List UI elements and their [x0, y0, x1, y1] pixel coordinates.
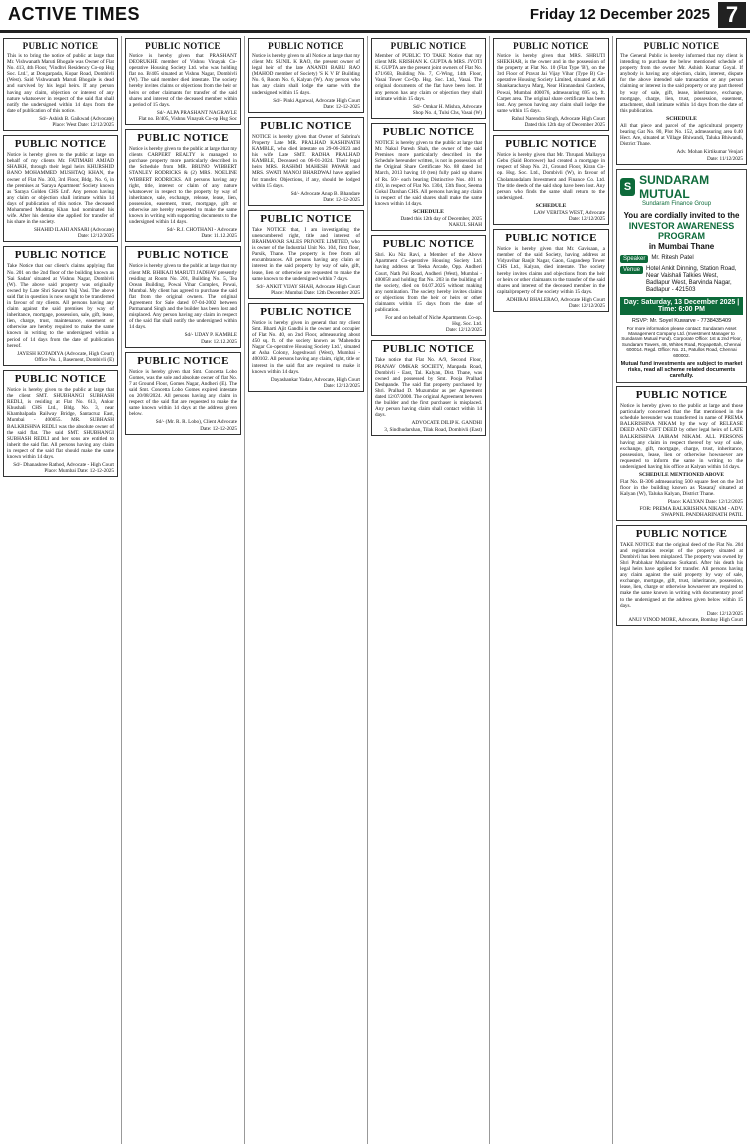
- notice-title: PUBLIC NOTICE: [145, 41, 221, 51]
- notice-signature: Sd/- UDAY P. KAMBLE: [184, 332, 237, 339]
- notice-title: PUBLIC NOTICE: [260, 212, 352, 225]
- notice-signature: FOR: PREMA BALKRISHNA NIKAM - ADV. SWAPNIL PANDHARINATH PATIL: [639, 505, 743, 518]
- ad-contact-fineprint: For more information please contact: Sundaram Asset Management Company Ltd. (Investment Manager to Sundaram Mutual Fund). Corporate Office: 1st & 2nd Floor, Sundaram Towers, 46, Whites Road, Royapettah, Chennai 600014. Regd. Office: No. 21, Patullos Road, Chennai 600002.: [621, 325, 742, 358]
- notice-place: Shop No. 4, Tulsi Chs, Vasai (W): [412, 109, 482, 116]
- speaker-name: Mr. Ritesh Patel: [651, 254, 694, 261]
- venue-tag: Venue: [620, 266, 643, 274]
- ad-subbrand: Sundaram Finance Group: [642, 200, 712, 207]
- notice-place: Place: West Date: 12/12/2025: [52, 122, 114, 129]
- notice-15: [371, 235, 486, 336]
- notice-6: [125, 129, 241, 242]
- notice-body: Notice is hereby given that MRS. SHRUTI SHEKHAR, is the owner and in the possession of the property at Flat No. 10 (Flat Type 'B'), on the 3rd Floor of Pravat Jai Vijay Vihar (Type B) Co-operative Housing Society Limited, situated at Adi Shankaracharya Marg, Near Hiranandani Gardens, Powai, Mumbai 400076, admeasuring 695 sq. ft. Carpet area. The original share certificate has been lost. Any person having any claim shall lodge the same within 15 days.: [497, 53, 605, 114]
- speaker-tag: Speaker: [620, 255, 648, 263]
- sundaram-advertisement: [616, 169, 747, 383]
- notice-body: Shri. Ku Niz Ravi, a Member of the Above Apartment Co-operative Housing Society Ltd. having address at Teeka Arcade, Opp. Andheri Court, Nath Pai Road, Andheri (West), Mumbai - 400058 and holding flat No. 203 in the building of the society, died on 04.07.2025 without making any nomination. The society hereby invites claims or objections from the heir or heirs or other claimants within 15 days from the date of publication.: [375, 252, 482, 314]
- notice-body: Notice is hereby given that Mr. Gavisaan, a member of the said Society, having address at Vidyavihar Ranjit Nagar, Gaon, Gagandeep Tower CHS Ltd., Kalyan, died intestate. The society hereby invites claims and objections from the heir or heirs or other claimants to the transfer of the said shares and interest of the deceased member in the capital/property of the society within 15 days.: [497, 246, 605, 295]
- notice-title: PUBLIC NOTICE: [14, 372, 107, 385]
- notice-signature: Dayashankar Yadav, Advocate, High Court: [270, 376, 360, 383]
- notice-place: Dated this 12th day of December 2025: [524, 122, 605, 129]
- notice-1: [3, 38, 118, 131]
- notice-signature: Sd/- ALPA PRASHANT NAGRAVLE: [156, 109, 237, 116]
- notice-schedule-heading: SCHEDULE MENTIONED ABOVE: [638, 472, 725, 479]
- notice-body: Notice is hereby given that Mr. Thrupati Mallayya Gebu (Said Borrower) had created a mortgage in respect of Shop No. 21, Ground Floor, Kiran Co-op. Hsg. Soc. Ltd., Dombivli (W), in favour of Cholamandalam Investment and Finance Co. Ltd. The title deeds of the said shop have been lost. Any person who finds the same shall return to the undersigned.: [497, 152, 605, 201]
- notice-body: Notice is hereby given to the public at large and those particularly concerned that the flat mentioned in the schedule hereunder was transferred in name of PREMA BALKRISHNA NIKAM by the way of RELEASE DEED AND GIFT DEED by other legal heirs of LATE BALKRISHNA JAIRAM NIKAM. ALL PERSONS having any claim in respect thereof by way of sale, exchange, gift, mortgage, charge, trust, inheritance, possession, lease, lien or otherwise howsoever are requested to inform the same in writing to the undersigned having his office at Kalyan within 14 days.: [620, 403, 743, 470]
- notice-11: [248, 210, 364, 299]
- masthead-rule: [0, 30, 750, 33]
- ad-rsvp: RSVP: Mr. Soyel Kuwarve - 7738435409: [631, 317, 732, 324]
- notice-12: [248, 303, 364, 392]
- notice-place: Date: 12-12-2025: [200, 425, 237, 432]
- notice-title: PUBLIC NOTICE: [382, 125, 475, 138]
- ad-logo: [620, 173, 743, 201]
- notice-signature: Sd/- (Mr. R. R. Lobo), Client Advocate: [155, 419, 237, 426]
- notice-title: PUBLIC NOTICE: [382, 238, 475, 251]
- notice-signature: NAKUL SHAH: [448, 222, 482, 229]
- notice-title: PUBLIC NOTICE: [14, 138, 107, 151]
- notice-body: Notice is hereby given that Smt. Concetta Lobo Gomes, was the sole and absolute owner of flat No. 7 at Ground Floor, Gomes Nagar, Andheri (E). The said Smt. Concetta Lobo Gomes expired intestate on 20/08/2024. All persons having any claim in respect of the said flat are requested to make the same known within 14 days at the address given below.: [129, 368, 237, 418]
- notice-place: Date: 12.12.2025: [201, 338, 237, 345]
- notice-title: PUBLIC NOTICE: [137, 249, 229, 262]
- notice-place: Place: Mumbai Date: 12th December 2025: [271, 289, 360, 296]
- notice-place: Date: 12-12-2025: [323, 103, 360, 110]
- column-2: [122, 36, 245, 1144]
- notice-body: TAKE NOTICE that the original deed of the Flat No. 204 and registration receipt of the property situated at Dombivli has been misplaced. The property was owned by Shri Prabhakar Mohanrao Surkanti. After his death his legal heirs have applied for transfer. All persons having any claim against the said property by way of sale, exchange, mortgage, gift, trust, inheritance, possession, lease, lien, charge or otherwise howsoever are required to make the same known in writing with documentary proof to the undersigned at the address given below within 15 days.: [620, 541, 743, 609]
- notice-7: [125, 246, 241, 347]
- notice-10: [248, 117, 364, 206]
- notice-signature: Sd/- Advocate Anup B. Bhandare: [290, 190, 360, 197]
- notice-place: Date: 12/12/2025: [568, 216, 605, 223]
- notice-signature: LAW VERITAS WEST, Advocate: [533, 209, 605, 216]
- notice-place: 3, Sindhudarshan, Tilak Road, Dombivli (East): [384, 426, 482, 433]
- notice-body: Take notice that Flat No. A/9, Second Floor, PRANAV OMKAR SOCIETY, Manpada Road, Dombivli - East, Tal. Kalyan, Dist. Thane, was owned and possessed by Smt. Pooja Pralhad Deshpande. The said flat property purchased by Shri. Pralhad D. Muzumdar as per Agreement dated 12/07/2000. The original Agreement between the builder and the first purchaser is misplaced. Any person having claim shall contact within 14 days.: [375, 357, 482, 419]
- notice-16: [371, 340, 486, 435]
- notice-title: PUBLIC NOTICE: [513, 41, 589, 51]
- notice-body: This is to bring the notice of public at large that Mr. Vishwanath Maruti Bhogale was Owner of Flat No. 413, 4th Floor, 'Vindhvi Residency Co-op Hsg Soc. Ltd.', at Dongarpada, Kopar Road, Dombivli (West). Said Vishwanath Maruti Bhogale is dead and survived by his legal heirs. If any person having any claim, objection or interest of any nature whatsoever in respect of the said flat shall notify the undersigned within 14 days from the date of publication of this notice.: [7, 53, 114, 114]
- notice-body: Notice is hereby given to all Notice at large that my client Mr. SUNIL K RAO, the present owner of legal heir of the late ANANDI BABU RAO (MAHOD member of Society) 'S K V B' Building No. 6, Room No. 6, Kalyan (W). Any person who has any claim shall lodge the same with the undersigned within 15 days.: [252, 53, 360, 96]
- notice-place: Office No. 1, Basement, Dombivli (E): [34, 356, 114, 363]
- notice-place: Dated this 12th day of December, 2025: [400, 216, 482, 223]
- notice-place: Date: 12/12/2025: [706, 610, 743, 617]
- notice-signature: ANUJ VINOD MORE, Advocate, Bombay High Court: [628, 616, 743, 623]
- notice-signature: Sd/- ANKIT VIJAY SHAH, Advocate High Court: [256, 283, 360, 290]
- notice-body: Notice is hereby given in general that my client Smt. Bharti Ajit Gandhi is the owner and occupier of Flat No. 40, on 2nd Floor, admeasuring about 450 sq. ft. of the society known as 'Mahendra Nagar Co-operative Housing Society Ltd.', situated at Asha Colony, Jogeshwari (West), Mumbai - 400102. All persons having any claim, right, title or interest in the said flat are required to make it known within 14 days.: [252, 319, 360, 375]
- newspaper-name: ACTIVE TIMES: [8, 4, 141, 24]
- notice-signature: Rahul Narendra Singh, Advocate High Court: [511, 115, 605, 122]
- column-5: [490, 36, 613, 1144]
- notice-schedule-body: Flat No. B-306 admeasuring 500 square feet on the 3rd floor in the building known as 'Rasaraj' situated at Kalyan (W), Taluka Kalyan, District Thane.: [620, 479, 743, 498]
- notice-21: [616, 386, 747, 521]
- notice-schedule-heading: SCHEDULE: [413, 208, 444, 215]
- notice-signature: Sd/- Omkar H. Mishra, Advocate: [413, 103, 482, 110]
- notice-signature: Adv. Mohan Kirtikumar Venjari: [676, 149, 743, 156]
- column-4: [368, 36, 490, 1144]
- notice-place: Date: 11/12/2025: [707, 155, 743, 162]
- notice-17: [493, 38, 609, 131]
- notice-place: Date: 12/12/2025: [323, 382, 360, 389]
- notice-body: Notice is hereby given to the public at large that my clients CARPERT REALTY is managed to purchase property more particularly described in the Schedule from MR. BRUNO WIBBERT STANLEY RODRICKS & (2) MRS. NOELINE WIBBERT RODRICKS. All persons having any right, title, interest or claim of any nature whatsoever in respect to the property by way of inheritance, sale, exchange, release, lease, lien, possession, easement, trust, mortgage, gift or otherwise are hereby requested to make the same known in writing with supporting documents to the undersigned within 14 days.: [129, 146, 237, 226]
- notice-place: Date: 12/12/2025: [568, 303, 605, 309]
- notice-9: [248, 38, 364, 113]
- venue-address: Hotel Ankit Dinning, Station Road, Near Vaishali Talkies West, Badlapur West, Barvinda Nagar, Badlapur - 421503: [646, 265, 737, 293]
- page-number: 7: [718, 2, 746, 28]
- notice-signature: Sd/- Ashish B. Gaikwad (Advocate): [39, 115, 114, 122]
- notice-place: Date: 12-12-2025: [323, 196, 360, 203]
- notice-signature: Sd/- Dhanashree Rathod, Advocate - High Court: [13, 462, 114, 469]
- notice-place: Date: 12/12/2025: [77, 233, 114, 240]
- notice-place: Place: Mumbai Date: 12-12-2025: [44, 468, 114, 475]
- notice-title: PUBLIC NOTICE: [382, 343, 475, 356]
- notice-title: PUBLIC NOTICE: [268, 41, 344, 51]
- notice-4: [3, 370, 118, 477]
- notice-title: PUBLIC NOTICE: [260, 119, 352, 132]
- notice-signature: ADVOCATE DILIP K. GANDHI: [411, 420, 482, 427]
- notice-schedule-heading: SCHEDULE: [666, 115, 697, 122]
- column-1: [0, 36, 122, 1144]
- notice-14: [371, 123, 486, 231]
- notice-place: Date: 12/12/2025: [445, 327, 482, 334]
- notice-2: [3, 135, 118, 242]
- notice-signature: JAYESH KOTADIYA (Advocate, High Court): [17, 350, 114, 357]
- ad-program-name: INVESTOR AWARENESS PROGRAM: [628, 220, 735, 241]
- notice-schedule-heading: SCHEDULE: [535, 202, 567, 209]
- notice-body: Notice is hereby given to the public at large on behalf of my clients Mr. FATIMABI AMJAD SHAIKH, through their legal heirs KHURSHID BANO MOHAMMED MUSHTAQ KHAN, the owner of Flat No. 303, 3rd Floor, Bldg. No. 6, in the premises at 'Saraya Apartment' Society known as 'Saraya Golden CHS Ltd'. Any person having any claim or objection shall intimate within 14 days of publication of this notice. The deceased Mohammed Mushtaq Khan had nominated his wife. After his demise she applied for transfer of his share in the society.: [7, 152, 114, 226]
- notice-title: PUBLIC NOTICE: [137, 132, 229, 145]
- notice-title: PUBLIC NOTICE: [22, 41, 99, 51]
- notice-signature: SHAHID ILAHI ANSARI (Advocate): [34, 227, 114, 234]
- notice-13: [371, 38, 486, 119]
- notice-title: PUBLIC NOTICE: [14, 249, 107, 262]
- notice-body: Member of PUBLIC TO TAKE Notice that my client MR. KRISHAN K. GUPTA & MRS. JYOTI K. GUPTA are the present joint owners of Flat No. 471/603, Building No. 7, C-Wing, 14th Floor, Vasai Tower Co-Op. Hsg. Soc. Ltd., Vasai. The original documents of the flat have been lost. If any person has any claim or objection they shall intimate within 15 days.: [375, 53, 482, 102]
- notice-body: Notice is hereby given to the public at large that my client MR. BHIKAJI MARUTI JADHAV presently residing at Room No. 201, Building No. 5, Tea Ocean Building, Powai Vihar Complex, Powai, Mumbai. My client has agreed to purchase the said flat from the original owners. The original Agreement for Sale dated 07-04-2002 between Parmanand Singh and the builder has been lost and misplaced. Any person having any claim in respect of the said flat shall notify the undersigned within 14 days.: [129, 263, 237, 331]
- ad-venue-row: [620, 266, 743, 294]
- notice-title: PUBLIC NOTICE: [260, 305, 352, 318]
- ad-location: in Mumbai Thane: [648, 241, 715, 251]
- notice-19: [493, 229, 609, 312]
- notice-title: PUBLIC NOTICE: [643, 41, 720, 51]
- notice-title: PUBLIC NOTICE: [635, 389, 728, 402]
- notice-title: PUBLIC NOTICE: [635, 527, 728, 540]
- ad-disclaimer: Mutual fund investments are subject to market risks, read all scheme related documents carefully.: [620, 361, 743, 380]
- column-3: [245, 36, 368, 1144]
- notice-schedule-body: All that piece and parcel of the agricultural property bearing Gat No. 80, Plot No. 152, admeasuring area 0.40 Hect. Are, situated at Village Bhiwandi, Taluka Bhiwandi, District Thane.: [620, 123, 743, 148]
- sundaram-logo-icon: S: [620, 178, 635, 196]
- notice-place: Place: KALYAN Date: 12/12/2025: [667, 499, 743, 506]
- notice-signature: Sd/- Pinki Agarwal, Advocate High Court: [273, 97, 360, 104]
- notice-body: NOTICE is hereby given to the public at large that Mr. Nakul Paresh Shah, the owner of the said Premises more particularly described in the Schedule hereunder written, is not in possession of the Original Share Certificate No. 88 dated 1st March, 2013 having 10 (ten) fully paid up shares of Rs. 50/- each bearing Distinctive Nos. 401 to 410, in respect of Flat No. 1304, 13th floor, Seema Gokul Darshan CHS. All persons having any claim in respect of the said shares shall make the same known within 14 days.: [375, 139, 482, 207]
- notice-signature: ADHIRAJ BHALERAO, Advocate High Court: [506, 296, 605, 303]
- notice-signature: For and on behalf of Niche Apartments Co-op. Hsg. Soc. Ltd.: [385, 315, 482, 328]
- notice-20: [616, 38, 747, 165]
- notice-place: Date: 11.12.2025: [201, 233, 237, 240]
- notice-signature: Sd/- R.J. CHOTHANI - Advocate: [166, 227, 237, 234]
- notice-body: NOTICE is hereby given that Owner of Sabrina's Property Late MR. PRALHAD KASHINATH KAMBLE, who died intestate on 29-06-2023 and his wife Late SMT. RADHA PRALHAD KAMBLE, Deceased on 06-01-2024. Their legal heirs MRS. RASHMI MAHESH PAWAR and MRS. SWATI MANOJ BHARDWAJ have applied for transfer. Objections, if any, should be lodged within 15 days.: [252, 133, 360, 189]
- notice-title: PUBLIC NOTICE: [505, 232, 597, 245]
- notice-title: PUBLIC NOTICE: [505, 138, 597, 151]
- notice-title: PUBLIC NOTICE: [137, 354, 229, 367]
- notice-3: [3, 246, 118, 366]
- column-6: [613, 36, 750, 1144]
- ad-speaker-row: [620, 255, 743, 263]
- notice-place: Flat no. B/405, Vishnu Vinayak Co-op Hsg Soc: [138, 115, 237, 122]
- event-date-time: Day: Saturday, 13 December 2025 | Time: 6:00 PM: [620, 297, 743, 315]
- notice-5: [125, 38, 241, 125]
- ad-brand: SUNDARAM MUTUAL: [639, 172, 710, 201]
- notice-body: Take Notice that our client's claims applying flat No. 201 on the 2nd floor of the building known as 'Sai Sadan' situated at Vishnu Nagar, Dombivli (W). The above said property was originally owned by Late Shri Sawant Vaij Vasi. The above said flat in question is now sought to be transferred in favour of my clients. All persons having any claim against the said premises by way of inheritance, mortgage, possession, sale, gift, lease, lien, charge, trust, maintenance, easement or otherwise are hereby required to make the same known in writing to the undersigned within a period of 14 days from the date of publication hereof.: [7, 263, 114, 349]
- notice-body: The General Public is hereby informed that my client is intending to purchase the below mentioned schedule of property from the owner Mr. Ashish Kumar Goyal. If anybody is having any objection, claim, interest, dispute for the above intended sale transaction or any person claiming or interest in the said property or any part thereof by way of sale, gift, lease, inheritance, exchange, mortgage, charge, lien, trust, possession, easement, attachment, shall intimate within 14 days from the date of this publication.: [620, 53, 743, 114]
- issue-date: Friday 12 December 2025: [529, 6, 710, 23]
- notice-body: Take NOTICE that, I am investigating the unencumbered right, title and interest of BRAHMAVAR SALES PRIVATE LIMITED, who is owner of the Industrial Unit No. 104, first floor, Parsik, Thane. The property is free from all encumbrances. All persons having any claim or interest in the said property by way of sale, gift, lease, lien or otherwise are requested to make the same known to the undersigned within 7 days.: [252, 226, 360, 282]
- ad-invite-line: You are cordially invited to the: [623, 210, 740, 220]
- notice-18: [493, 135, 609, 225]
- notice-22: [616, 525, 747, 626]
- notice-8: [125, 352, 241, 435]
- notice-title: PUBLIC NOTICE: [390, 41, 467, 51]
- notice-body: Notice is hereby given to the public at large that the client SMT. SHUBHANGI SUBHASH REDLI, is residing at Flat No. 613, Ankur Khushali CHS Ltd., Bldg. No. 3, near Khambalpada Railway Bridge, Santacruz East, Mumbai - 400055. MR. SUBHASH BALKRISHNA REDLI was the absolute owner of the said flat. The said SMT. SHUBHANGI SUBHASH REDLI and her sons are entitled to inherit the said flat. All persons having any claim in respect of the said flat should make the same known within 14 days.: [7, 386, 114, 460]
- masthead: [0, 0, 750, 30]
- notice-body: Notice is hereby given that PRASHANT DEORUKHE member of Vishnu Vinayak Co-operative Housing Society Ltd. who was holding flat no. B/405 situated at Vishnu Nagar, Dombivli (W). The said member died intestate. The society hereby invites claims or objections from the heir or heirs or other claimants for transfer of the said shares and interest of the deceased member within a period of 15 days.: [129, 53, 237, 108]
